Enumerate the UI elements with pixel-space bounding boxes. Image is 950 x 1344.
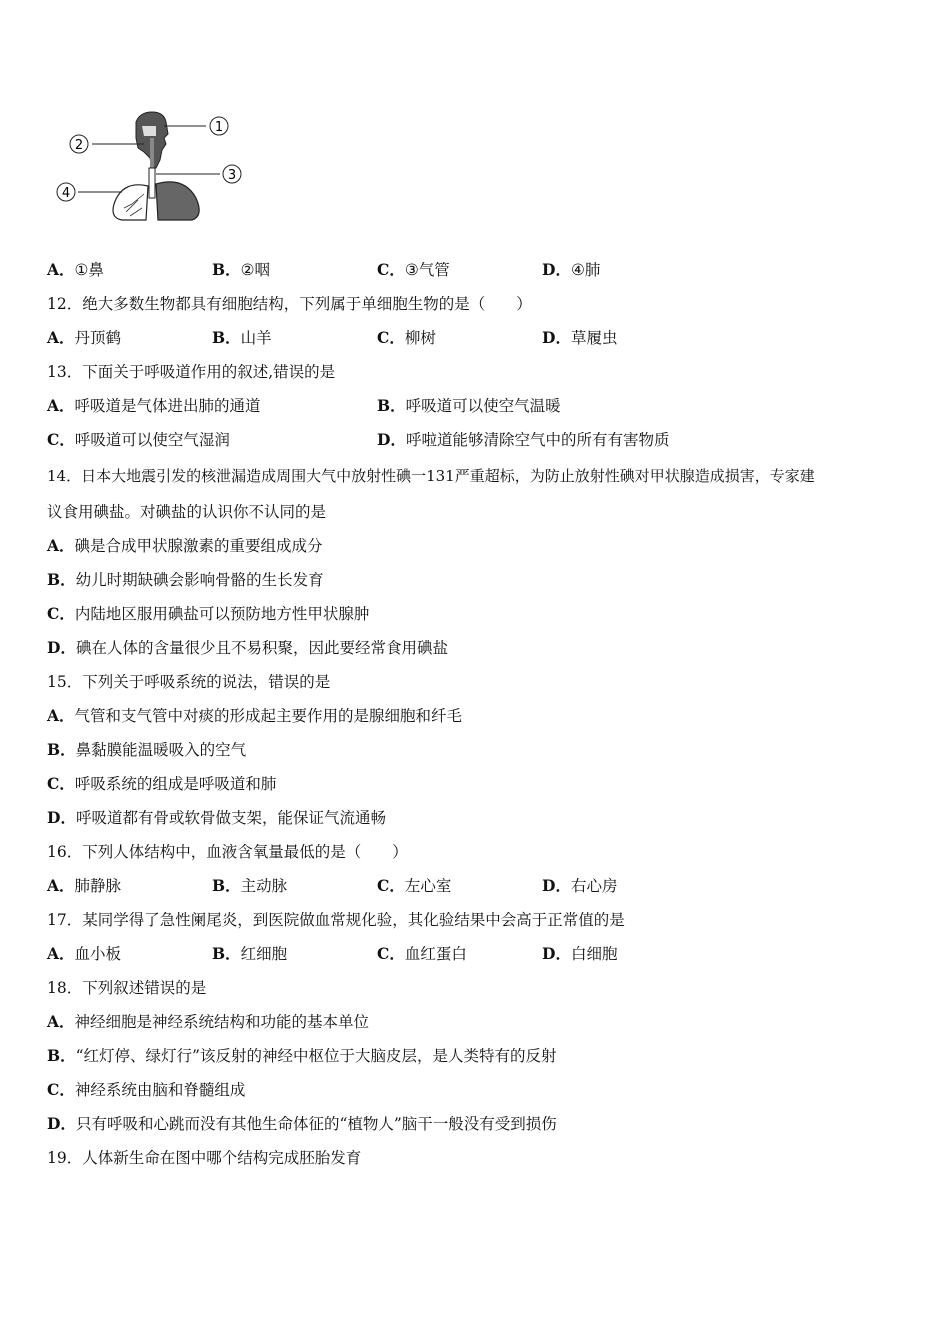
svg-text:4: 4 [61,186,71,201]
q14-option-d[interactable]: D．碘在人体的含量很少且不易积聚，因此要经常食用碘盐 [47,638,448,657]
q11-option-a[interactable]: A．①鼻 [47,260,104,279]
q11-option-b[interactable]: B．②咽 [212,260,271,279]
q18-option-b[interactable]: B．“红灯停、绿灯行”该反射的神经中枢位于大脑皮层，是人类特有的反射 [47,1046,557,1065]
q17-option-d[interactable]: D．白细胞 [542,944,618,963]
q11-option-d[interactable]: D．④肺 [542,260,601,279]
q16-option-a[interactable]: A．肺静脉 [47,876,122,895]
q13-stem: 13．下面关于呼吸道作用的叙述,错误的是 [47,363,336,381]
q16-stem: 16．下列人体结构中，血液含氧量最低的是（ ） [47,843,408,861]
figure-label-4 [57,183,75,201]
q12-option-c[interactable]: C．柳树 [377,328,436,347]
q12-stem: 12．绝大多数生物都具有细胞结构，下列属于单细胞生物的是（ ） [47,295,532,313]
q18-option-c[interactable]: C．神经系统由脑和脊髓组成 [47,1080,246,1099]
q15-option-b[interactable]: B．鼻黏膜能温暖吸入的空气 [47,740,247,759]
q18-option-a[interactable]: A．神经细胞是神经系统结构和功能的基本单位 [47,1012,370,1031]
figure-label-3 [223,165,241,183]
respiratory-system-figure [52,108,248,228]
q12-option-d[interactable]: D．草履虫 [542,328,618,347]
q15-option-a[interactable]: A．气管和支气管中对痰的形成起主要作用的是腺细胞和纤毛 [47,706,463,725]
q13-option-c[interactable]: C．呼吸道可以使空气湿润 [47,430,230,449]
q18-option-d[interactable]: D．只有呼吸和心跳而没有其他生命体征的“植物人”脑干一般没有受到损伤 [47,1114,557,1133]
q15-option-c[interactable]: C．呼吸系统的组成是呼吸道和肺 [47,774,277,793]
q13-option-d[interactable]: D．呼啦道能够清除空气中的所有有害物质 [377,430,670,449]
q11-option-c[interactable]: C．③气管 [377,260,450,279]
svg-text:1: 1 [214,120,224,135]
q15-stem: 15．下列关于呼吸系统的说法，错误的是 [47,673,331,691]
q17-option-b[interactable]: B．红细胞 [212,944,288,963]
q14-option-c[interactable]: C．内陆地区服用碘盐可以预防地方性甲状腺肿 [47,604,370,623]
q14-option-a[interactable]: A．碘是合成甲状腺激素的重要组成成分 [47,536,323,555]
q17-option-a[interactable]: A．血小板 [47,944,122,963]
q14-stem-line2: 议食用碘盐。对碘盐的认识你不认同的是 [47,503,327,521]
q14-option-b[interactable]: B．幼儿时期缺碘会影响骨骼的生长发育 [47,570,324,589]
q13-option-b[interactable]: B．呼吸道可以使空气温暖 [377,396,561,415]
q15-option-d[interactable]: D．呼吸道都有骨或软骨做支架，能保证气流通畅 [47,808,386,827]
q13-option-a[interactable]: A．呼吸道是气体进出肺的通道 [47,396,261,415]
q12-option-b[interactable]: B．山羊 [212,328,272,347]
svg-text:2: 2 [74,138,84,153]
q17-option-c[interactable]: C．血红蛋白 [377,944,467,963]
figure-label-1 [210,117,228,135]
q14-stem-line1: 14．日本大地震引发的核泄漏造成周围大气中放射性碘一131严重超标，为防止放射性碘对甲状腺造成损害，专家建 [47,467,815,485]
q12-option-a[interactable]: A．丹顶鹤 [47,328,122,347]
q16-option-c[interactable]: C．左心室 [377,876,452,895]
figure-label-2 [70,135,88,153]
q17-stem: 17．某同学得了急性阑尾炎，到医院做血常规化验，其化验结果中会高于正常值的是 [47,911,625,929]
q18-stem: 18．下列叙述错误的是 [47,979,207,997]
svg-text:3: 3 [227,168,237,183]
q16-option-d[interactable]: D．右心房 [542,876,618,895]
q19-stem: 19．人体新生命在图中哪个结构完成胚胎发育 [47,1149,362,1167]
q16-option-b[interactable]: B．主动脉 [212,876,288,895]
